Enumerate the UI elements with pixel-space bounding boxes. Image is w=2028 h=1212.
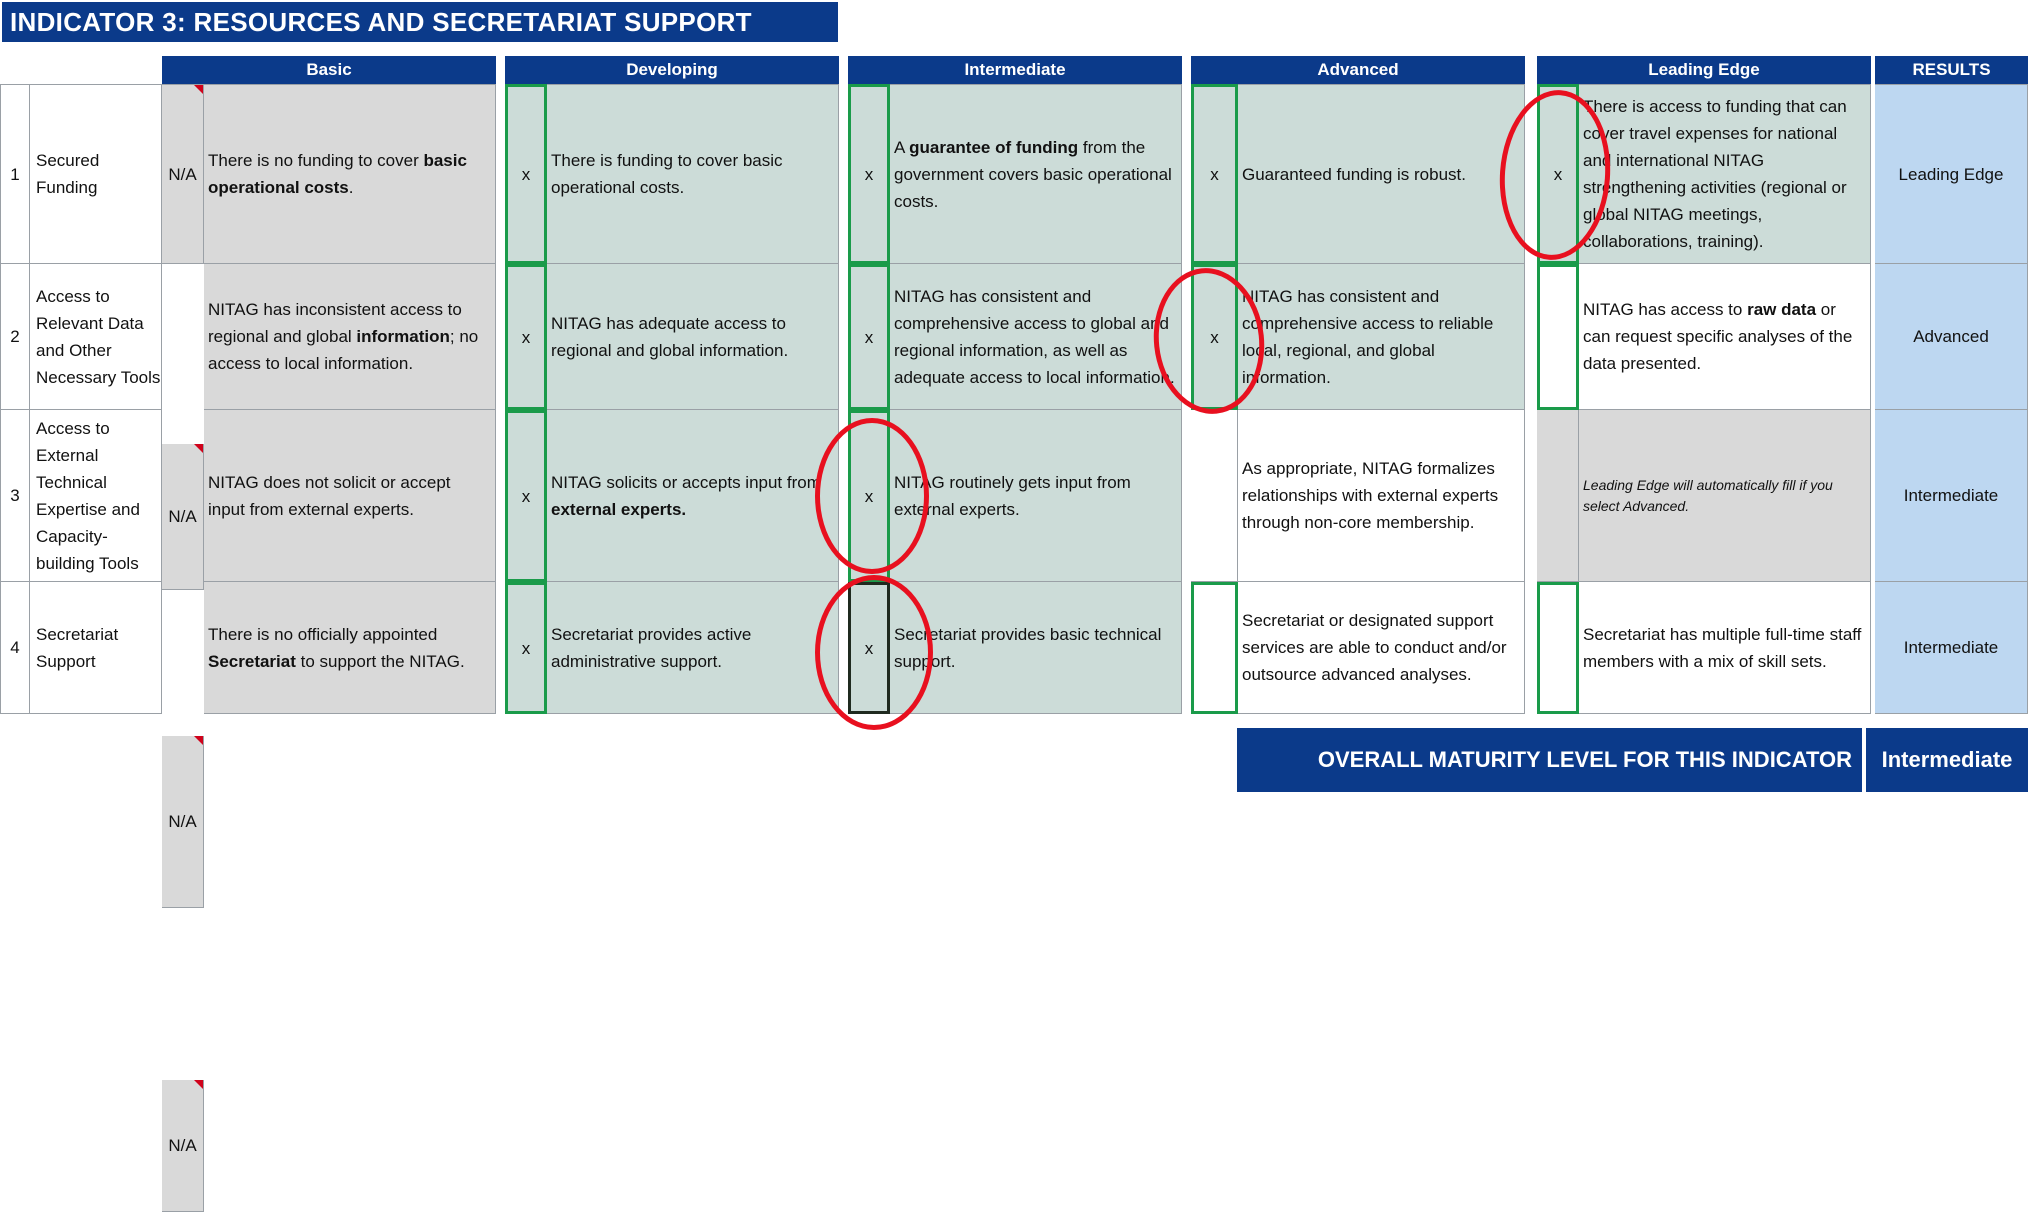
overall-maturity-value: Intermediate — [1866, 728, 2028, 792]
indicator-title: INDICATOR 3: RESOURCES AND SECRETARIAT SUPPORT — [2, 2, 838, 42]
intermediate-description: NITAG routinely gets input from external experts. — [890, 410, 1182, 582]
intermediate-mark[interactable]: x — [848, 582, 890, 714]
leading-edge-auto-fill-note: Leading Edge will automatically fill if you select Advanced. — [1579, 410, 1871, 582]
result-cell: Intermediate — [1875, 410, 2028, 582]
developing-mark[interactable]: x — [505, 410, 547, 582]
result-cell: Leading Edge — [1875, 84, 2028, 264]
leading-edge-description: NITAG has access to raw data or can request specific analyses of the data presented. — [1579, 264, 1871, 410]
advanced-description: Secretariat or designated support services are able to conduct and/or outsource advanced analyses. — [1238, 582, 1525, 714]
advanced-description: Guaranteed funding is robust. — [1238, 84, 1525, 264]
developing-mark[interactable]: x — [505, 582, 547, 714]
result-cell: Advanced — [1875, 264, 2028, 410]
leading-edge-mark-empty[interactable] — [1537, 582, 1579, 714]
intermediate-mark[interactable]: x — [848, 410, 890, 582]
leading-edge-mark-disabled — [1537, 410, 1579, 582]
developing-description: Secretariat provides active administrative support. — [547, 582, 839, 714]
developing-mark[interactable]: x — [505, 84, 547, 264]
intermediate-description: NITAG has consistent and comprehensive access to global and regional information, as well as adequate access to local information. — [890, 264, 1182, 410]
na-cell[interactable]: N/A — [162, 84, 204, 264]
intermediate-description: Secretariat provides basic technical support. — [890, 582, 1182, 714]
header-basic: Basic — [162, 56, 496, 84]
leading-edge-mark-empty[interactable] — [1537, 264, 1579, 410]
leading-edge-description: Secretariat has multiple full-time staff members with a mix of skill sets. — [1579, 582, 1871, 714]
na-cell[interactable]: N/A — [162, 444, 204, 590]
row-number: 3 — [0, 410, 30, 582]
advanced-description: As appropriate, NITAG formalizes relationships with external experts through non-core membership. — [1238, 410, 1525, 582]
intermediate-mark[interactable]: x — [848, 84, 890, 264]
developing-description: NITAG has adequate access to regional and global information. — [547, 264, 839, 410]
advanced-mark[interactable]: x — [1191, 264, 1238, 410]
row-criterion-name: Access to Relevant Data and Other Necessary Tools — [30, 264, 162, 410]
overall-maturity-label: OVERALL MATURITY LEVEL FOR THIS INDICATOR — [1237, 728, 1862, 792]
row-criterion-name: Secretariat Support — [30, 582, 162, 714]
row-criterion-name: Secured Funding — [30, 84, 162, 264]
row-number: 2 — [0, 264, 30, 410]
row-number: 4 — [0, 582, 30, 714]
developing-description: NITAG solicits or accepts input from external experts. — [547, 410, 839, 582]
developing-mark[interactable]: x — [505, 264, 547, 410]
na-cell[interactable]: N/A — [162, 1080, 204, 1212]
developing-description: There is funding to cover basic operational costs. — [547, 84, 839, 264]
advanced-mark-empty[interactable] — [1191, 410, 1238, 582]
basic-description: There is no funding to cover basic operational costs. — [204, 84, 496, 264]
row-criterion-name: Access to External Technical Expertise and Capacity-building Tools — [30, 410, 162, 582]
advanced-description: NITAG has consistent and comprehensive access to reliable local, regional, and global information. — [1238, 264, 1525, 410]
intermediate-mark[interactable]: x — [848, 264, 890, 410]
header-developing: Developing — [505, 56, 839, 84]
row-number: 1 — [0, 84, 30, 264]
advanced-mark-empty[interactable] — [1191, 582, 1238, 714]
basic-description: There is no officially appointed Secretariat to support the NITAG. — [204, 582, 496, 714]
header-leading-edge: Leading Edge — [1537, 56, 1871, 84]
leading-edge-description: There is access to funding that can cover travel expenses for national and international NITAG strengthening activities (regional or global NITAG meetings, collaborations, training). — [1579, 84, 1871, 264]
na-cell[interactable]: N/A — [162, 736, 204, 908]
header-advanced: Advanced — [1191, 56, 1525, 84]
result-cell: Intermediate — [1875, 582, 2028, 714]
header-results: RESULTS — [1875, 56, 2028, 84]
advanced-mark[interactable]: x — [1191, 84, 1238, 264]
basic-description: NITAG does not solicit or accept input from external experts. — [204, 410, 496, 582]
header-intermediate: Intermediate — [848, 56, 1182, 84]
basic-description: NITAG has inconsistent access to regional and global information; no access to local information. — [204, 264, 496, 410]
leading-edge-mark[interactable]: x — [1537, 84, 1579, 264]
intermediate-description: A guarantee of funding from the government covers basic operational costs. — [890, 84, 1182, 264]
